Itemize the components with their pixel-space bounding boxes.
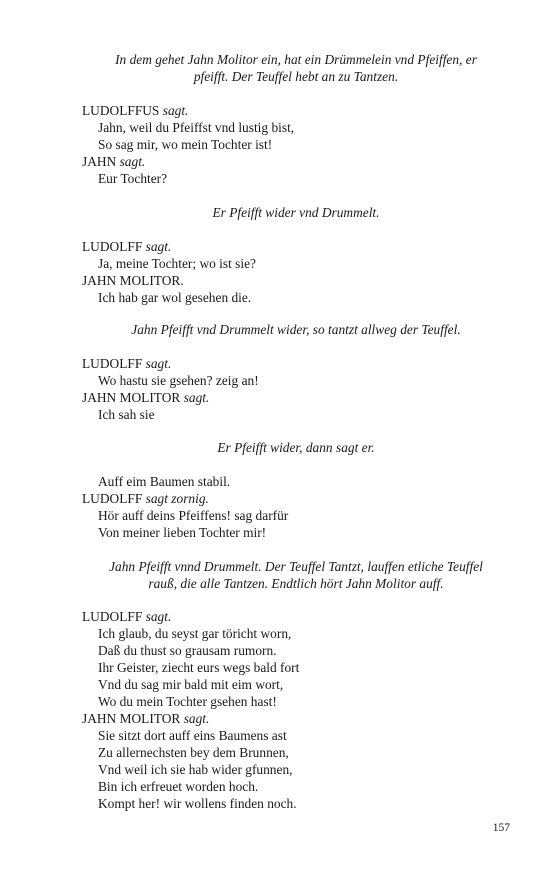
speaker-name: JAHN MOLITOR.	[82, 273, 184, 288]
verse-line: Kompt her! wir wollens finden noch.	[98, 796, 297, 811]
stage-direction: Jahn Pfeifft vnnd Drummelt. Der Teuffel Tantzt, lauffen etliche Teuffel	[109, 559, 483, 574]
verse-line: Jahn, weil du Pfeiffst vnd lustig bist,	[98, 120, 295, 135]
speech-tag: sagt.	[119, 154, 146, 169]
speaker-name: LUDOLFF	[82, 356, 143, 371]
speech-tag: sagt.	[145, 356, 172, 371]
stage-direction: In dem gehet Jahn Molitor ein, hat ein Drümmelein vnd Pfeiffen, er	[115, 52, 477, 67]
verse-line: Ich sah sie	[98, 407, 155, 422]
verse-line: Ihr Geister, ziecht eurs wegs bald fort	[98, 660, 300, 675]
verse-line: Ich hab gar wol gesehen die.	[98, 290, 252, 305]
verse-line: Auff eim Baumen stabil.	[98, 474, 231, 489]
stage-direction: pfeifft. Der Teuffel hebt an zu Tantzen.	[193, 69, 399, 84]
speaker-name: LUDOLFFUS	[82, 103, 160, 118]
speaker-name: LUDOLFF	[82, 609, 143, 624]
verse-line: Wo du mein Tochter gsehen hast!	[98, 694, 277, 709]
verse-line: Daß du thust so grausam rumorn.	[98, 643, 277, 658]
speaker-heading	[82, 390, 209, 407]
stage-direction: Jahn Pfeifft vnd Drummelt wider, so tantzt allweg der Teuffel.	[131, 322, 461, 337]
verse-line: Ich glaub, du seyst gar töricht worn,	[98, 626, 292, 641]
verse-line: Zu allernechsten bey dem Brunnen,	[98, 745, 289, 760]
speech-tag: sagt.	[145, 609, 172, 624]
speaker-heading	[82, 239, 171, 256]
speech-tag: sagt.	[183, 390, 210, 405]
verse-line: Vnd weil ich sie hab wider gfunnen,	[98, 762, 293, 777]
verse-line: Vnd du sag mir bald mit eim wort,	[98, 677, 284, 692]
speaker-heading	[82, 609, 171, 626]
verse-line: Von meiner lieben Tochter mir!	[98, 525, 267, 540]
stage-direction: rauß, die alle Tantzen. Endtlich hört Jahn Molitor auff.	[148, 576, 444, 591]
speaker-name: JAHN MOLITOR	[82, 390, 181, 405]
speaker-name: JAHN	[82, 154, 117, 169]
page-number: 157	[492, 822, 510, 834]
speaker-heading	[82, 491, 209, 508]
verse-line: Wo hastu sie gsehen? zeig an!	[98, 373, 259, 388]
speaker-heading	[82, 103, 188, 120]
verse-line: Sie sitzt dort auff eins Baumens ast	[98, 728, 287, 743]
verse-line: Ja, meine Tochter; wo ist sie?	[98, 256, 256, 271]
verse-line: Hör auff deins Pfeiffens! sag darfür	[98, 508, 289, 523]
speaker-heading	[82, 711, 209, 728]
speaker-heading	[82, 154, 145, 171]
verse-line: Eur Tochter?	[98, 171, 168, 186]
speaker-name: JAHN MOLITOR	[82, 711, 181, 726]
speech-tag: sagt.	[162, 103, 189, 118]
verse-line: So sag mir, wo mein Tochter ist!	[98, 137, 273, 152]
speaker-heading	[82, 273, 184, 290]
speech-tag: sagt.	[145, 239, 172, 254]
stage-direction: Er Pfeifft wider vnd Drummelt.	[212, 205, 380, 220]
stage-direction: Er Pfeifft wider, dann sagt er.	[217, 440, 375, 455]
speech-tag: sagt.	[183, 711, 210, 726]
speaker-name: LUDOLFF	[82, 239, 143, 254]
verse-line: Bin ich erfreuet worden hoch.	[98, 779, 259, 794]
speaker-heading	[82, 356, 171, 373]
speaker-name: LUDOLFF	[82, 491, 143, 506]
speech-tag: sagt zornig.	[145, 491, 209, 506]
